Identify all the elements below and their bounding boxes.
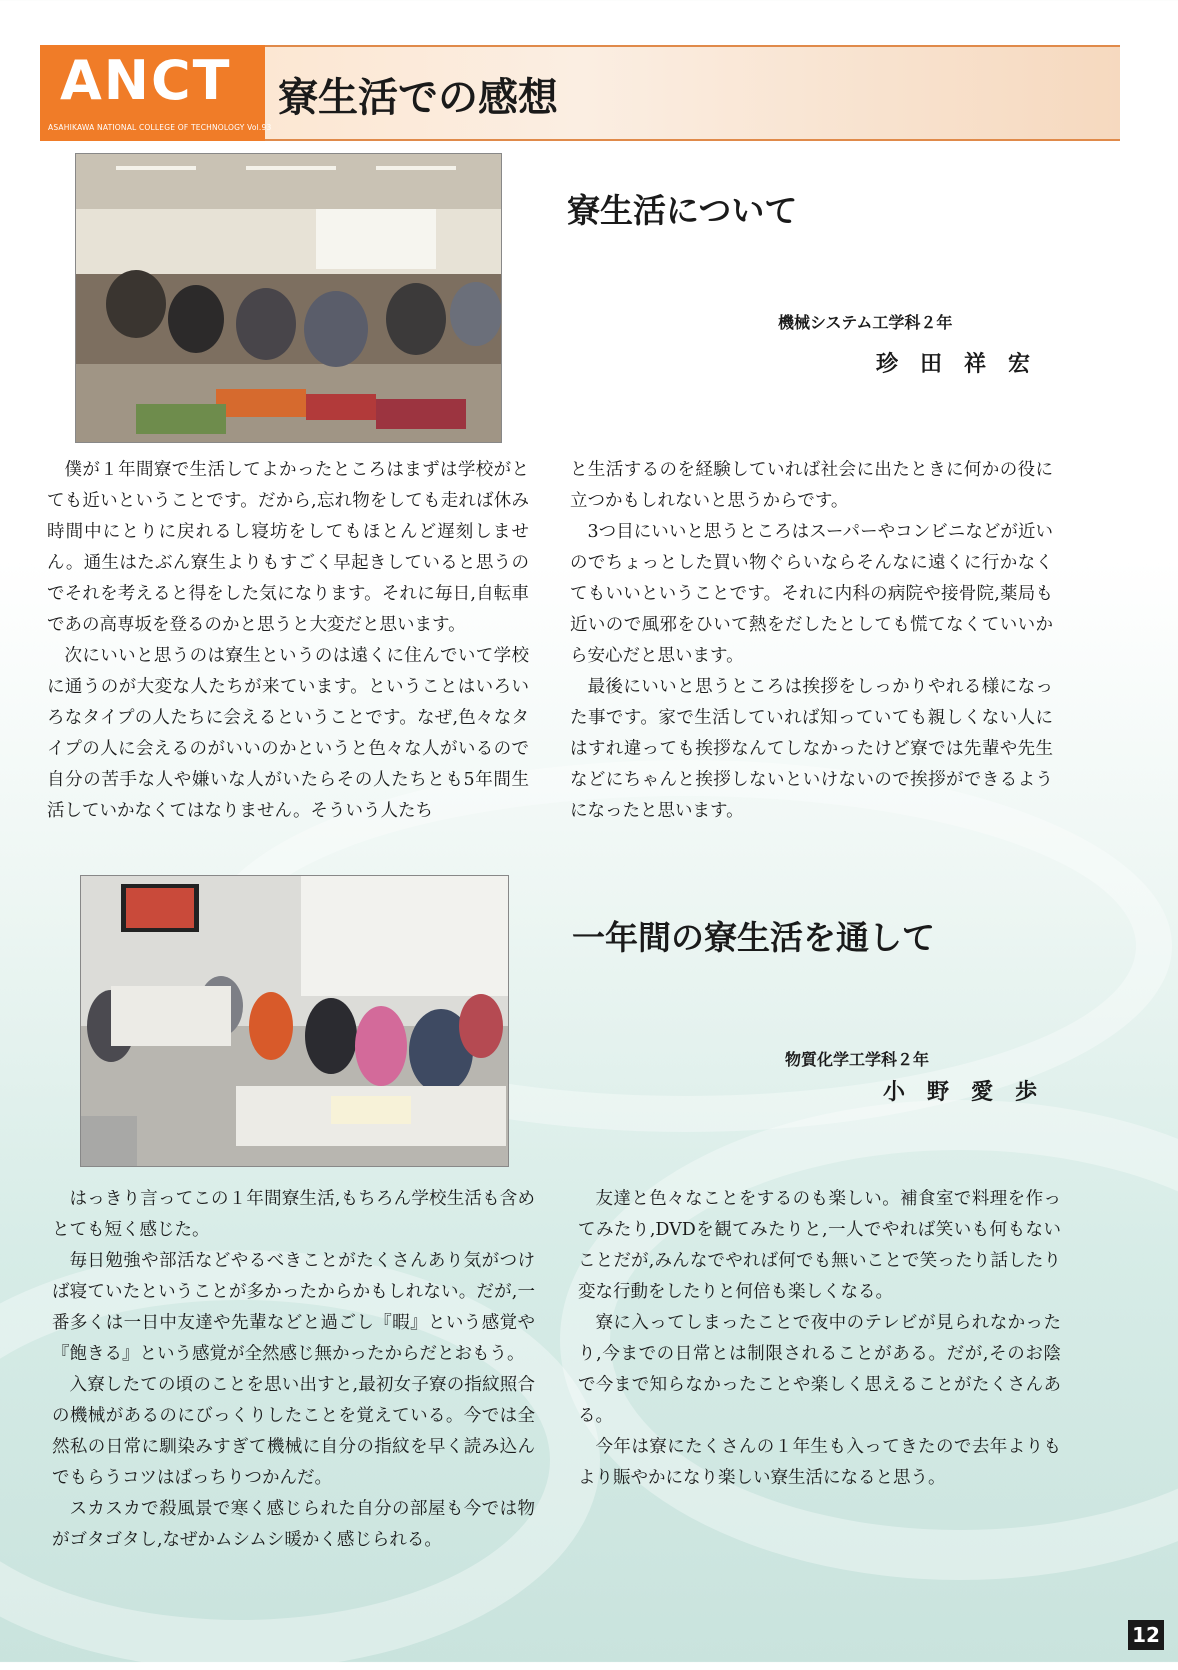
paragraph: 毎日勉強や部活などやるべきことがたくさんあり気がつけば寝ていたということが多かったからかもしれない。だが,一番多くは一日中友達や先輩などと過ごし『暇』という感覚や『飽きる』という感覚が全然感じ無かったからだとおもう。 — [52, 1251, 535, 1364]
paragraph: 寮に入ってしまったことで夜中のテレビが見られなかったり,今までの日常とは制限されることがある。だが,そのお陰で今まで知らなかったことや楽しく思えることがたくさんある。 — [578, 1313, 1061, 1426]
article2-department: 物質化学工学科２年 — [785, 1050, 930, 1069]
article2-title: 一年間の寮生活を通して — [572, 918, 935, 957]
article2-right-column — [578, 1184, 1061, 1494]
paragraph: と生活するのを経験していれば社会に出たときに何かの役に立つかもしれないと思うからです。 — [570, 460, 1053, 511]
paragraph: 入寮したての頃のことを思い出すと,最初女子寮の指紋照合の機械があるのにびっくりしたことを覚えている。今では全然私の日常に馴染みすぎて機械に自分の指紋を早く読み込んでもらうコツはばっちりつかんだ。 — [52, 1375, 535, 1488]
article1-title: 寮生活について — [567, 191, 798, 230]
dining-hall-photo — [75, 153, 502, 443]
article1-department: 機械システム工学科２年 — [778, 313, 953, 332]
dorm-room-photo — [80, 875, 509, 1167]
paragraph: 次にいいと思うのは寮生というのは遠くに住んでいて学校に通うのが大変な人たちが来ています。ということはいろいろなタイプの人たちに会えるということです。なぜ,色々なタイプの人に会えるのがいいのかというと色々な人がいるので自分の苦手な人や嫌いな人がいたらその人たちとも5年間生活していかなくてはなりません。そういう人たち — [47, 646, 529, 821]
article1-author: 珍田祥宏 — [876, 351, 1053, 377]
article1-left-column — [47, 455, 529, 827]
page-number: 12 — [1128, 1620, 1164, 1650]
anct-logo — [40, 45, 272, 141]
logo-subtitle: ASAHIKAWA NATIONAL COLLEGE OF TECHNOLOGY Vol.93 — [48, 123, 272, 132]
logo-text: ANCT — [60, 49, 232, 112]
paragraph: 僕が１年間寮で生活してよかったところはまずは学校がとても近いということです。だから,忘れ物をしても走れば休み時間中にとりに戻れるし寝坊をしてもほとんど遅刻しません。通生はたぶん寮生よりもすごく早起きしていると思うのでそれを考えると得をした気になります。それに毎日,自転車であの高専坂を登るのかと思うと大変だと思います。 — [47, 460, 529, 635]
paragraph: 今年は寮にたくさんの１年生も入ってきたので去年よりもより賑やかになり楽しい寮生活になると思う。 — [578, 1437, 1061, 1488]
article2-author: 小野愛歩 — [883, 1079, 1060, 1105]
article2-left-column — [52, 1184, 535, 1556]
article1-right-column — [570, 455, 1053, 827]
paragraph: 最後にいいと思うところは挨拶をしっかりやれる様になった事です。家で生活していれば知っていても親しくない人にはすれ違っても挨拶なんてしなかったけど寮では先輩や先生などにちゃんと挨拶しないといけないので挨拶ができるようになったと思います。 — [570, 677, 1053, 821]
paragraph: 3つ目にいいと思うところはスーパーやコンビニなどが近いのでちょっとした買い物ぐらいならそんなに遠くに行かなくてもいいということです。それに内科の病院や接骨院,薬局も近いので風邪をひいて熱をだしたとしても慌てなくていいから安心だと思います。 — [570, 522, 1053, 666]
page-title: 寮生活での感想 — [278, 75, 558, 121]
paragraph: はっきり言ってこの１年間寮生活,もちろん学校生活も含めとても短く感じた。 — [52, 1189, 535, 1240]
paragraph: スカスカで殺風景で寒く感じられた自分の部屋も今では物がゴタゴタし,なぜかムシムシ暖かく感じられる。 — [52, 1499, 535, 1550]
paragraph: 友達と色々なことをするのも楽しい。補食室で料理を作ってみたり,DVDを観てみたりと,一人でやれば笑いも何もないことだが,みんなでやれば何でも無いことで笑ったり話したり変な行動をしたりと何倍も楽しくなる。 — [578, 1189, 1061, 1302]
